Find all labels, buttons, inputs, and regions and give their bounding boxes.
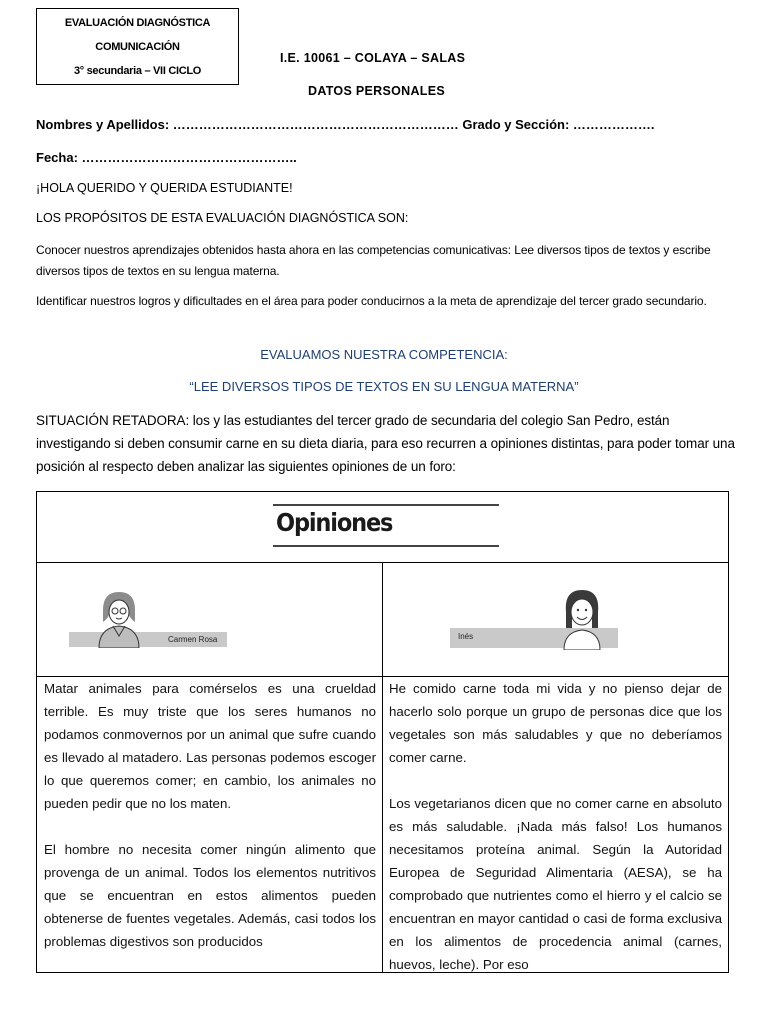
header-box — [36, 8, 239, 85]
header-title: EVALUACIÓN DIAGNÓSTICA — [64, 17, 211, 29]
name-field: Nombres y Apellidos: ………………………………………………………… Grado y Sección: ………………. — [36, 117, 655, 132]
date-field: Fecha: ………………………………………….. — [36, 150, 297, 165]
section-title: DATOS PERSONALES — [308, 84, 445, 98]
banner-title: Opiniones — [276, 508, 393, 537]
purpose-1: Conocer nuestros aprendizajes obtenidos hasta ahora en las competencias comunicativas: Lee diversos tipos de textos y escribe diversos tipos de textos en su lengua materna. — [36, 243, 711, 278]
opinion-right-paragraph: Los vegetarianos dicen que no comer carne en absoluto es más saludable. ¡Nada más falso! Los humanos necesitamos proteína animal. Según la Autoridad Europea de Seguridad Alimentaria (AESA), se ha comprobado que nutrientes como el hierro y el calcio se encuentran en mayor cantidad o casi de forma exclusiva en los alimentos de procedencia animal (carnes, huevos, leche). Por eso — [389, 796, 722, 972]
competence-name: “LEE DIVERSOS TIPOS DE TEXTOS EN SU LENGUA MATERNA” — [189, 379, 579, 394]
header-subject: COMUNICACIÓN — [95, 41, 180, 53]
ines-illustration — [450, 590, 618, 658]
opinion-left-paragraph: Matar animales para comérselos es una crueldad terrible. Es muy triste que los seres humanos no podamos conmovernos por un animal que sufre cuando es llevado al matadero. Las personas podemos escoger lo que queremos comer; en cambio, los animales no pueden pedir que no los maten. — [44, 681, 376, 811]
character-name-right: Inés — [458, 632, 474, 641]
greeting: ¡HOLA QUERIDO Y QUERIDA ESTUDIANTE! — [36, 181, 293, 195]
school-name: I.E. 10061 – COLAYA – SALAS — [280, 51, 466, 65]
situation-text: SITUACIÓN RETADORA: los y las estudiantes del tercer grado de secundaria del colegio San Pedro, están investigando si deben consumir carne en su dieta diaria, para eso recurren a opiniones distintas, para poder tomar una posición al respecto deben analizar las siguientes opiniones de un foro: — [36, 413, 735, 474]
table-column-divider — [382, 562, 383, 972]
opinion-right — [389, 677, 722, 999]
header-grade: 3° secundaria – VII CICLO — [73, 65, 202, 77]
opinions-banner — [273, 502, 499, 549]
banner-top-rule — [273, 504, 499, 506]
opinions-table — [36, 491, 729, 973]
banner-bottom-rule — [273, 545, 499, 547]
character-name-left: Carmen Rosa — [168, 635, 218, 644]
opinion-left — [44, 677, 376, 976]
carmen-rosa-illustration — [69, 588, 227, 650]
purpose-2: Identificar nuestros logros y dificultades en el área para poder conducirnos a la meta de aprendizaje del tercer grado secundario. — [36, 294, 707, 308]
woman-glasses-icon — [89, 588, 149, 648]
girl-smiling-icon — [552, 584, 612, 650]
purposes-title: LOS PROPÓSITOS DE ESTA EVALUACIÓN DIAGNÓSTICA SON: — [36, 211, 409, 225]
competence-title: EVALUAMOS NUESTRA COMPETENCIA: — [260, 347, 508, 362]
opinion-right-paragraph: He comido carne toda mi vida y no pienso dejar de hacerlo solo porque un grupo de personas dice que los vegetales son más saludables y que no deberíamos comer carne. — [389, 681, 722, 765]
opinion-left-paragraph: El hombre no necesita comer ningún alimento que provenga de un animal. Todos los elementos nutritivos que se encuentran en estos alimentos pueden obtenerse de fuentes vegetales. Además, casi todos los problemas digestivos son producidos — [44, 842, 376, 949]
